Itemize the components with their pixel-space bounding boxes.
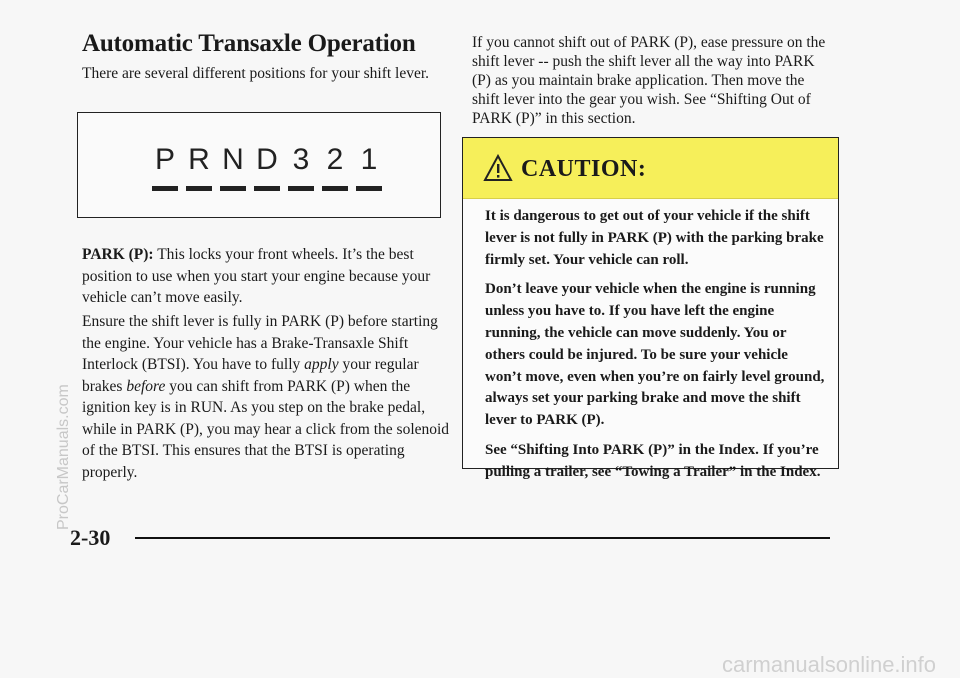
gear-n: N — [216, 143, 250, 187]
gear-underline — [220, 186, 246, 191]
bottom-watermark: carmanualsonline.info — [722, 652, 937, 677]
caution-title: CAUTION: — [521, 156, 647, 182]
warning-triangle-icon — [483, 154, 513, 182]
ensure-text-1: Ensure the shift lever is fully in PARK (P) before starting the engine. Your vehicle has a Brake-Transaxle Shift Interlock (BTSI). You have to fully — [82, 313, 438, 373]
gear-underline — [186, 186, 212, 191]
footer-rule — [135, 537, 830, 539]
caution-paragraph: See “Shifting Into PARK (P)” in the Index. If you’re pulling a trailer, see “Towing a Trailer” in the Index. — [485, 441, 821, 480]
caution-paragraph: It is dangerous to get out of your vehicle if the shift lever is not fully in PARK (P) with the parking brake firmly set. Your vehicle can roll. — [485, 208, 824, 268]
gear-p: P — [148, 143, 182, 187]
shift-indicator-diagram — [77, 112, 441, 218]
gear-underline — [322, 186, 348, 191]
ensure-apply: apply — [304, 356, 339, 373]
gear-underline — [254, 186, 280, 191]
caution-box — [462, 137, 839, 480]
intro-text: There are several different positions for your shift lever. — [82, 65, 430, 82]
page-number: 2-30 — [70, 525, 111, 550]
gear-row — [148, 143, 386, 187]
caution-header — [463, 138, 838, 199]
gear-1: 1 — [352, 143, 386, 187]
ensure-paragraph — [82, 311, 450, 483]
gear-2: 2 — [318, 143, 352, 187]
gear-d: D — [250, 143, 284, 187]
gear-underline — [288, 186, 314, 191]
park-label: PARK (P): — [82, 246, 154, 263]
caution-paragraph: Don’t leave your vehicle when the engine is running unless you have to. If you have left the engine running, the vehicle can move suddenly. You or others could be injured. To be sure your vehicle won’t move, even when you’re on fairly level ground, always set your parking brake and move the shift lever to PARK (P). — [485, 281, 825, 429]
ensure-text-2: your regular brakes — [82, 356, 419, 395]
caution-body — [485, 206, 825, 492]
gear-underline — [356, 186, 382, 191]
ensure-before: before — [126, 377, 166, 395]
shift-out-paragraph: If you cannot shift out of PARK (P), ease pressure on the shift lever -- push the shift lever all the way into PARK (P) as you maintain brake application. Then move the shift lever into the gear you wish. See “Shifting Out of PARK (P)” in this section. — [472, 34, 826, 127]
left-watermark-text: ProCarManuals.com — [55, 384, 72, 530]
left-watermark — [53, 210, 73, 530]
gear-r: R — [182, 143, 216, 187]
ensure-text-3: you can shift from PARK (P) when the ignition key is in RUN. As you step on the brake pedal, while in PARK (P), you may hear a click from the solenoid of the BTSI. This ensures that the BTSI is operating properly. — [82, 377, 450, 481]
park-paragraph — [82, 244, 450, 309]
park-text: This locks your front wheels. It’s the best position to use when you start your engine because your vehicle can’t move easily. — [82, 246, 431, 306]
gear-underline — [152, 186, 178, 191]
section-heading: Automatic Transaxle Operation — [82, 30, 416, 57]
gear-3: 3 — [284, 143, 318, 187]
